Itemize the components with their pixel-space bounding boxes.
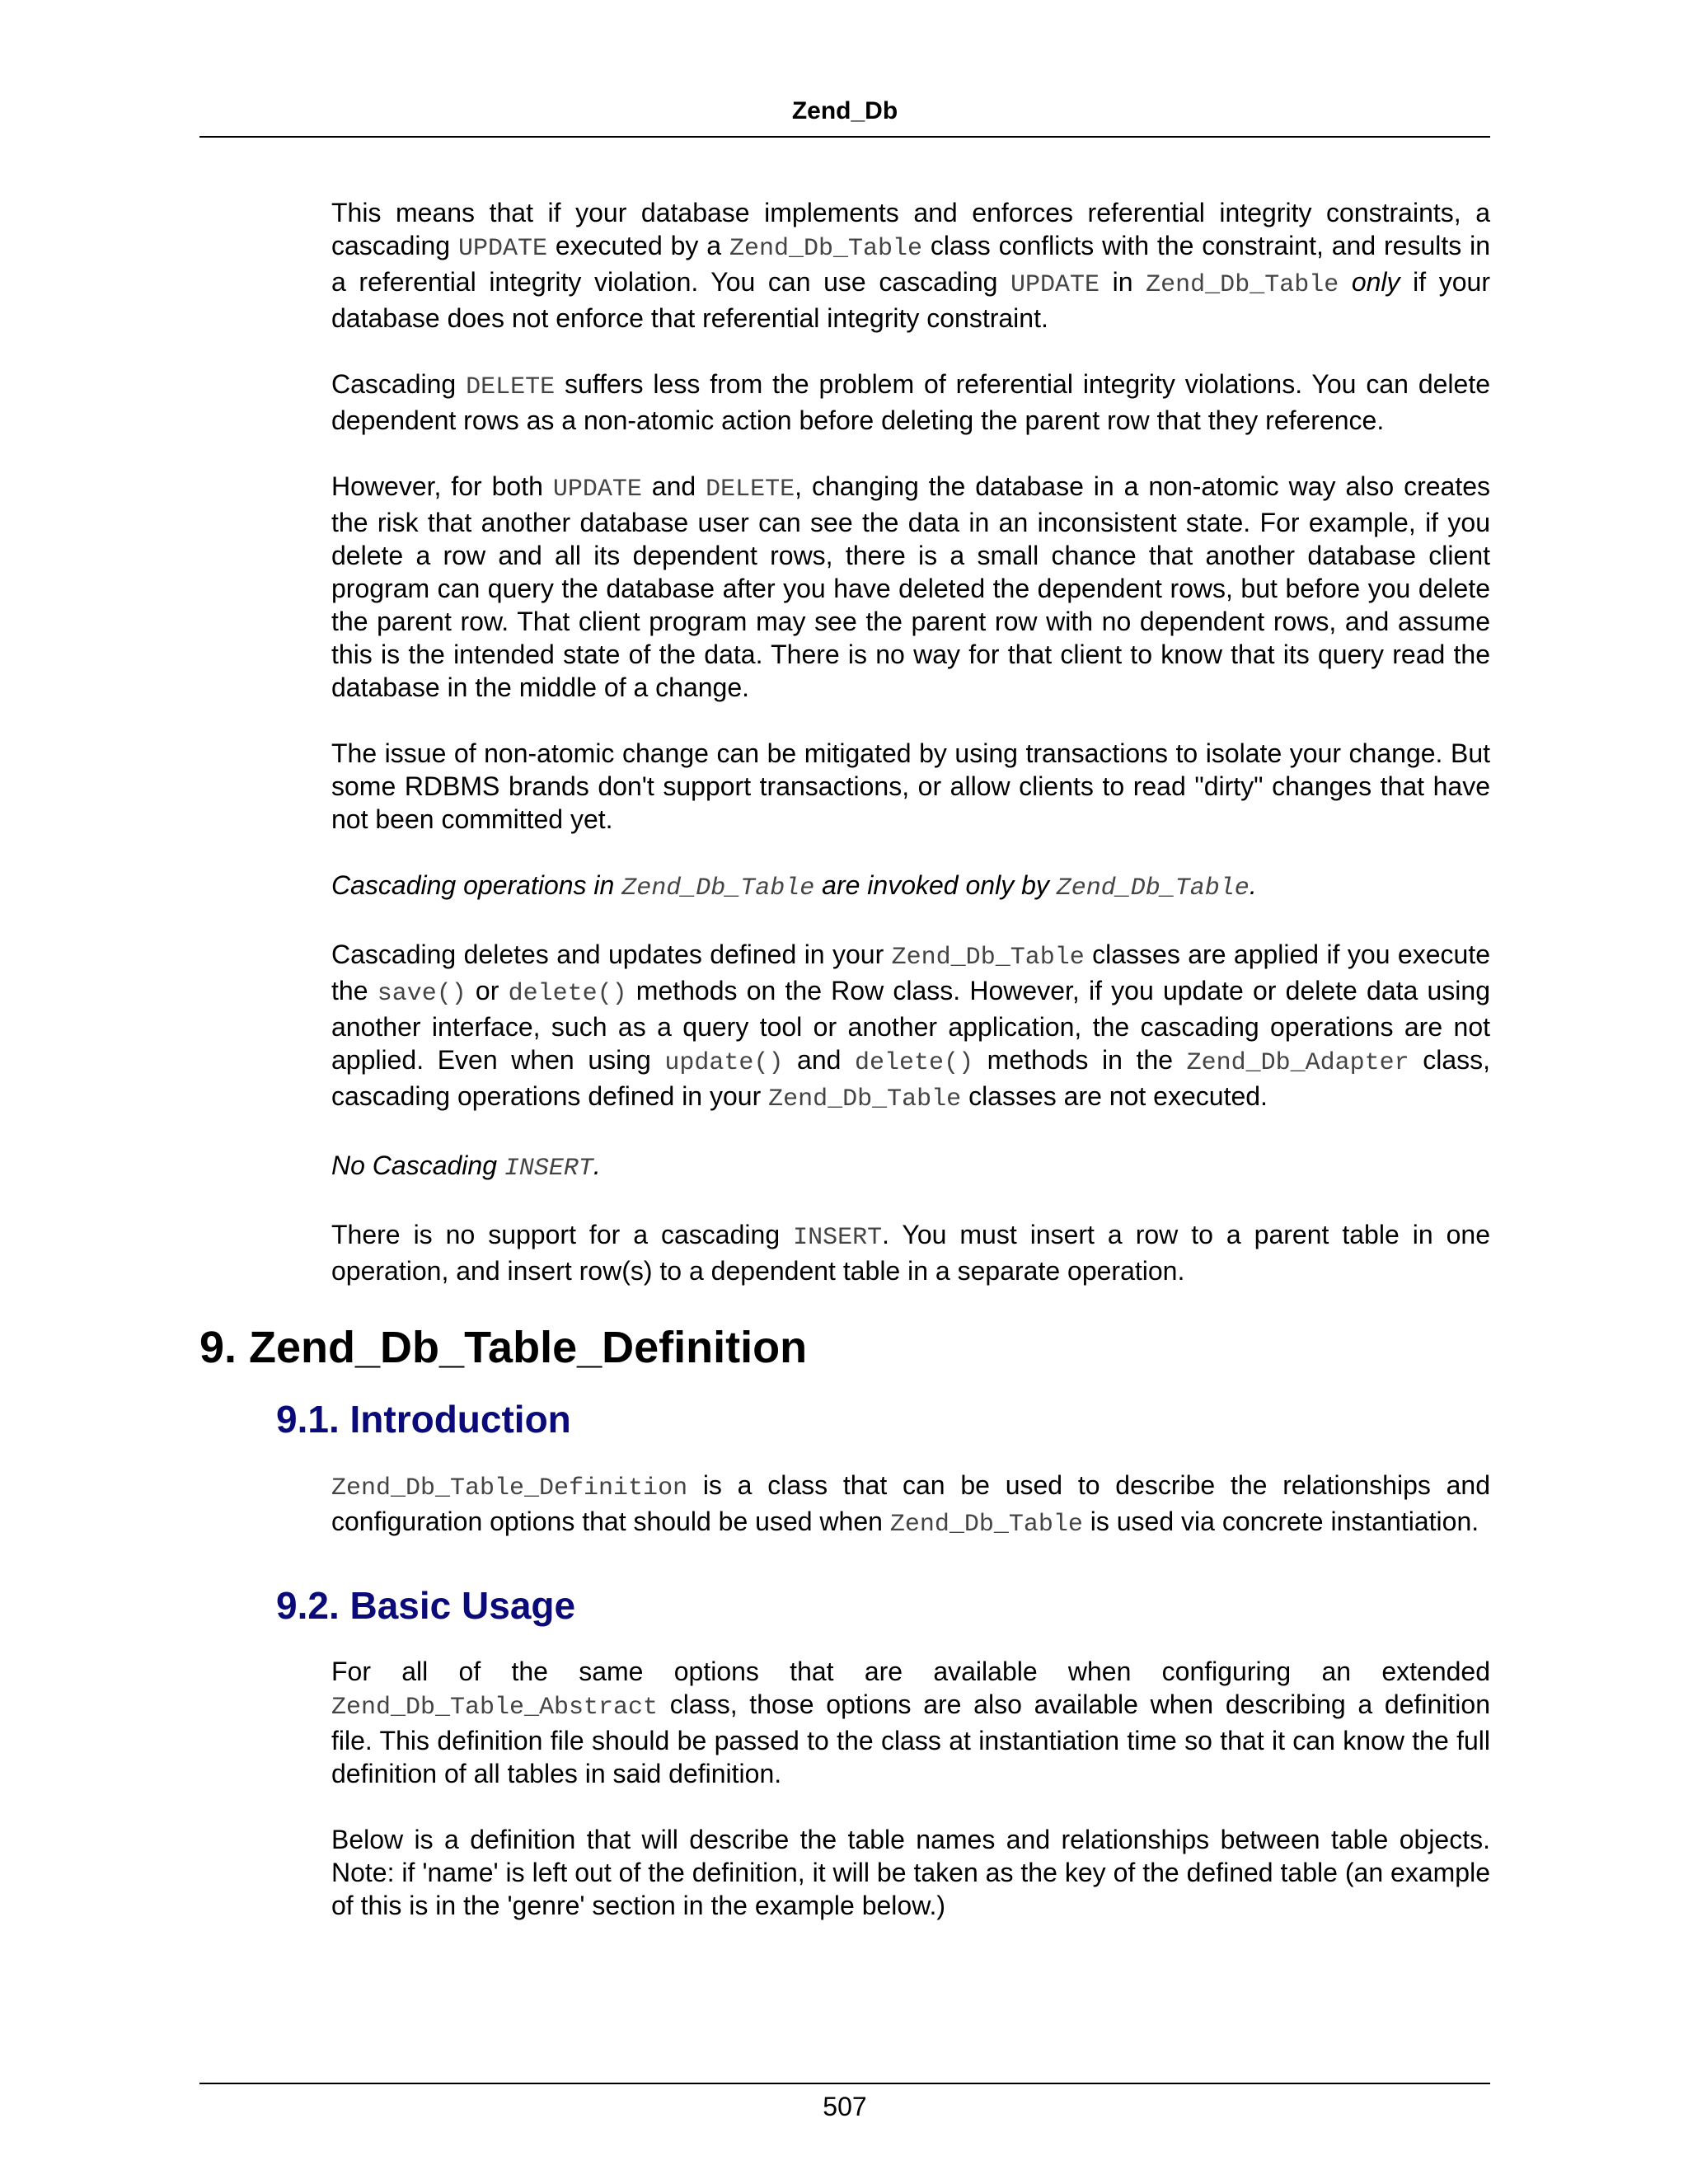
paragraph-update-constraint [331,196,1490,335]
text-run: are invoked only by [814,870,1057,900]
code-zend-db-table-definition: Zend_Db_Table_Definition [331,1474,688,1502]
paragraph-basic-usage-definition [331,1823,1490,1922]
paragraph-cascading-delete [331,368,1490,437]
code-delete: DELETE [466,373,556,401]
paragraph-transactions [331,737,1490,836]
text-run: Cascading operations in [331,870,622,900]
text-run: class, cascading operations defined in your [331,1045,1491,1111]
paragraph-no-insert-support [331,1218,1490,1287]
code-insert: INSERT [793,1224,883,1252]
page-number: 507 [823,2092,867,2121]
text-run: classes are applied if you execute the [331,940,1491,1005]
code-zend-db-table: Zend_Db_Table [1146,271,1339,299]
paragraph-basic-usage-options [331,1655,1490,1790]
text-run: class conflicts with the constraint, and results in a referential integrity violation. You can use cascading [331,231,1491,297]
text-run: This means that if your database implements and enforces referential integrity constraints, a cascading [331,198,1490,260]
text-run: . [593,1151,601,1180]
paragraph-non-atomic-risk [331,470,1490,704]
section-title: 9. Zend_Db_Table_Definition [199,1323,808,1372]
text-run: methods on the Row class. However, if you update or delete data using another interface, such as a query tool or another application, the cascading operations are not applied. Even when using [331,976,1491,1075]
paragraph-introduction [331,1469,1490,1541]
text-run: Cascading [331,369,467,399]
text-run: Cascading deletes and updates defined in your [331,940,892,969]
text-run: is a class that can be used to describe the relationships and configuration options that should be used when [331,1470,1490,1536]
text-run [1339,267,1352,297]
text-run: or [466,976,509,1005]
code-update-method: update() [664,1049,784,1077]
text-run: in [1100,267,1146,297]
text-run: executed by a [547,231,729,260]
code-zend-db-table: Zend_Db_Table [729,235,922,263]
text-run: The issue of non-atomic change can be mitigated by using transactions to isolate your change. But some RDBMS brands don't support transactions, or allow clients to read "dirty" changes that have not been committed yet. [331,738,1490,834]
text-run: classes are not executed. [961,1081,1268,1111]
text-run: is used via concrete instantiation. [1082,1507,1479,1536]
code-zend-db-table: Zend_Db_Table [891,944,1085,972]
emphasis-only: only [1351,267,1400,297]
code-zend-db-table: Zend_Db_Table [621,874,815,902]
code-zend-db-table: Zend_Db_Table [768,1085,962,1113]
code-zend-db-adapter: Zend_Db_Adapter [1186,1049,1409,1077]
text-run: For all of the same options that are available when configuring an extended [331,1657,1490,1686]
text-run: . [1249,870,1257,900]
text-run: and [783,1045,856,1075]
note-title-no-cascading-insert [331,1149,1490,1185]
text-run: There is no support for a cascading [331,1220,794,1249]
code-delete-method: delete() [855,1049,974,1077]
header-rule [199,136,1490,138]
code-update: UPDATE [552,476,642,504]
text-run: Below is a definition that will describe the table names and relationships between table objects. Note: if 'name' is left out of the definition, it will be taken as the key of the defined table (an example of this is in the 'genre' section in the example below.) [331,1825,1490,1920]
code-zend-db-table: Zend_Db_Table [1056,874,1250,902]
code-zend-db-table: Zend_Db_Table [889,1511,1083,1539]
code-delete-method: delete() [508,980,627,1008]
code-save-method: save() [377,980,467,1008]
subsection-title-basic-usage: 9.2. Basic Usage [276,1584,576,1627]
text-run: . You must insert a row to a parent table in one operation, and insert row(s) to a dependent table in a separate operation. [331,1220,1491,1286]
running-header: Zend_Db [791,97,898,124]
subsection-title-introduction: 9.1. Introduction [276,1398,571,1441]
text-run: and [641,471,706,501]
text-run: However, for both [331,471,553,501]
text-run: if your database does not enforce that referential integrity constraint. [331,267,1490,333]
text-run: methods in the [973,1045,1187,1075]
page-content [0,196,1688,1955]
paragraph-cascading-applied [331,938,1490,1116]
code-zend-db-table-abstract: Zend_Db_Table_Abstract [331,1694,659,1722]
footer-rule [199,2083,1490,2084]
code-delete: DELETE [706,476,795,504]
code-update: UPDATE [457,235,547,263]
text-run: suffers less from the problem of referential integrity violations. You can delete dependent rows as a non-atomic action before deleting the parent row that they reference. [331,369,1490,435]
code-update: UPDATE [1010,271,1100,299]
code-insert: INSERT [504,1155,593,1183]
text-run: , changing the database in a non-atomic way also creates the risk that another database user can see the data in an inconsistent state. For example, if you delete a row and all its dependent rows, there is a small chance that another database client program can query the database after you have deleted the dependent rows, but before you delete the parent row. That client program may see the parent row with no dependent rows, and assume this is the intended state of the data. There is no way for that client to know that its query read the database in the middle of a change. [331,471,1491,702]
text-run: No Cascading [331,1151,504,1180]
text-run: class, those options are also available when describing a definition file. This definition file should be passed to the class at instantiation time so that it can know the full definition of all tables in said definition. [331,1690,1490,1788]
note-title-cascading-operations [331,869,1490,905]
